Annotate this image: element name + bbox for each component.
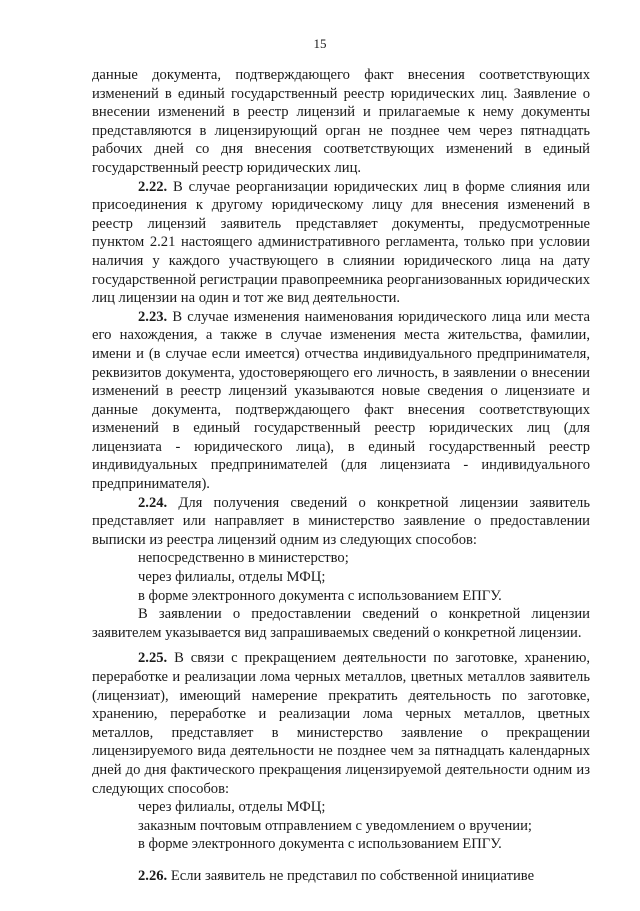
section-2-22 <box>92 178 590 308</box>
list-item: через филиалы, отделы МФЦ; <box>138 799 326 816</box>
section-text: В случае изменения наименования юридического лица или места его нахождения, а также в случае изменения места жительства, фамилии, имени и (в случае если имеется) отчества индивидуального предпринимателя, реквизитов документа, удостоверяющего его личность, в заявлении о внесении изменений в реестр лицензий указываются новые сведения о лицензиате и данные документа, подтверждающего факт внесения соответствующих изменений в единый государственный реестр юридических лиц (для лицензиата - юридического лица), в единый государственный реестр индивидуальных предпринимателей (для лицензиата - индивидуального предпринимателя). <box>92 308 590 493</box>
list-item: в форме электронного документа с использованием ЕПГУ. <box>138 587 502 604</box>
section-text: В связи с прекращением деятельности по заготовке, хранению, переработке и реализации лома черных металлов, цветных металлов заявитель (лицензиат), имеющий намерение прекратить деятельность по заготовке, хранению, переработке и реализации лома черных металлов, цветных металлов, представляет в министерство заявление о прекращении лицензируемого вида деятельности не позднее чем за пятнадцать календарных дней до дня фактического прекращения лицензируемой деятельности одним из следующих способов: <box>92 650 590 797</box>
page-number: 15 <box>313 36 327 51</box>
paragraph-continuation: данные документа, подтверждающего факт внесения соответствующих изменений в единый государственный реестр юридических лиц. Заявление о внесении изменений в реестр лицензий и прилагаемые к нему документы представляются в лицензирующий орган не позднее чем через пятнадцать рабочих дней со дня внесения соответствующих изменений в единый государственный реестр юридических лиц. <box>92 67 590 176</box>
section-number: 2.22. <box>138 178 168 195</box>
list-item: через филиалы, отделы МФЦ; <box>138 569 326 586</box>
section-number: 2.25. <box>138 650 168 667</box>
list-item: в форме электронного документа с использованием ЕПГУ. <box>138 836 502 853</box>
section-number: 2.26. <box>138 867 168 884</box>
section-2-24-note: В заявлении о предоставлении сведений о конкретной лицензии заявителем указывается вид запрашиваемых сведений о конкретной лицензии. <box>92 606 590 641</box>
section-2-24 <box>92 494 590 550</box>
section-number: 2.23. <box>138 308 168 325</box>
section-text: В случае реорганизации юридических лиц в форме слияния или присоединения к другому юридическому лицу для внесения изменений в реестр лицензий заявитель представляет документы, предусмотренные пунктом 2.21 настоящего административного регламента, только при условии наличия у каждого участвующего в слиянии юридического лица на дату государственной регистрации правопреемника реорганизованных юридических лиц лицензии на один и тот же вид деятельности. <box>92 178 590 307</box>
list-item: непосредственно в министерство; <box>138 550 349 567</box>
document-body <box>92 66 590 886</box>
section-2-25 <box>92 649 590 798</box>
section-2-26 <box>92 867 590 886</box>
list-item: заказным почтовым отправлением с уведомлением о вручении; <box>138 817 532 834</box>
section-text: Для получения сведений о конкретной лицензии заявитель представляет или направляет в министерство заявление о предоставлении выписки из реестра лицензий одним из следующих способов: <box>92 494 590 548</box>
section-2-23 <box>92 308 590 494</box>
section-text: Если заявитель не представил по собственной инициативе <box>167 867 535 884</box>
section-number: 2.24. <box>138 494 168 511</box>
